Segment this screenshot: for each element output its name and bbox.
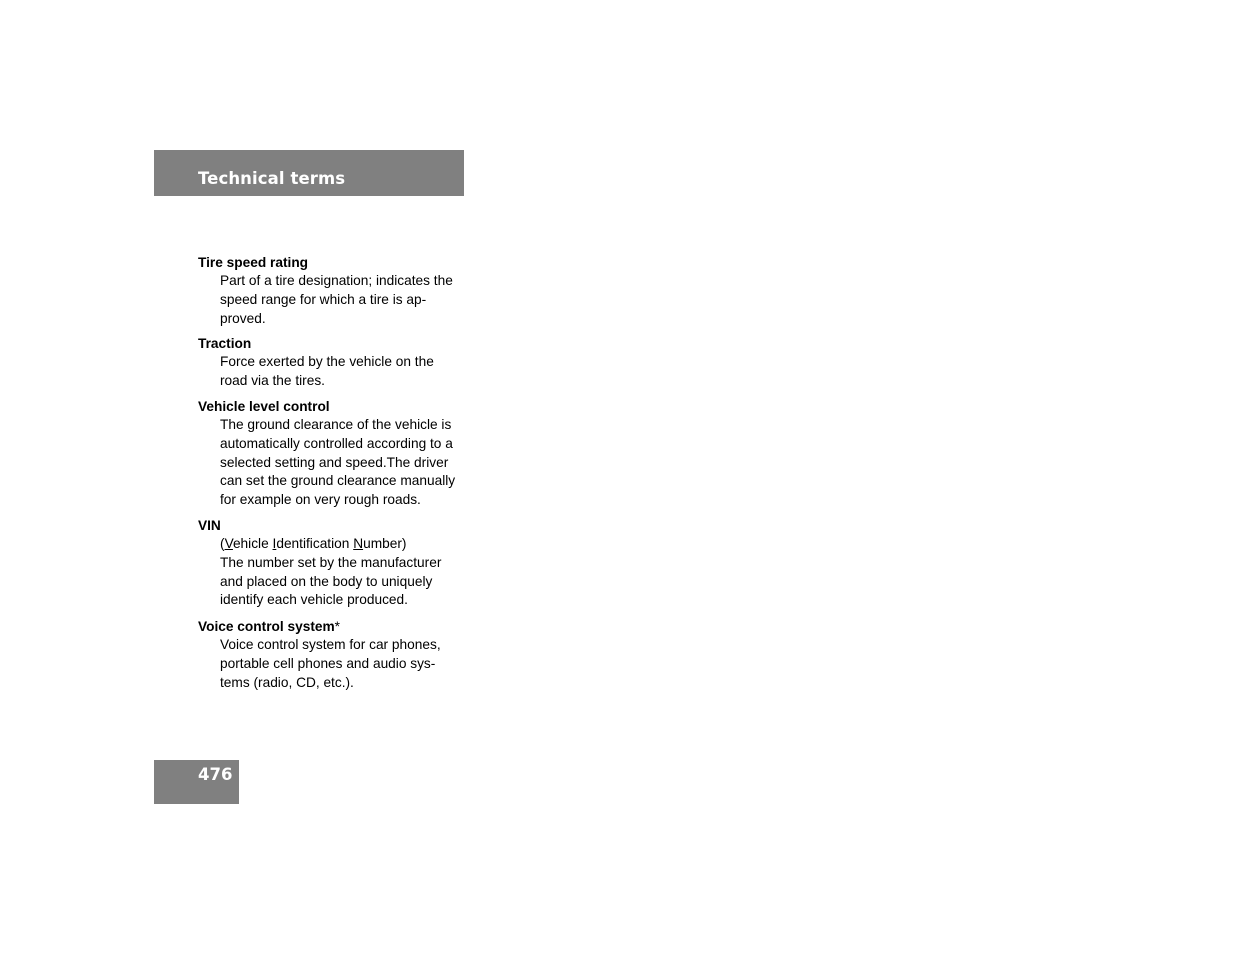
glossary-entry-voice-control-system: [198, 618, 468, 692]
definition-line: The number set by the manufacturer: [220, 554, 442, 570]
acronym-word-rest: ehicle: [232, 535, 273, 551]
paren-close: ): [401, 535, 407, 551]
glossary-definition: [220, 416, 464, 510]
section-title: Technical terms: [198, 169, 346, 188]
glossary-definition: [220, 636, 464, 692]
definition-line: The ground clearance of the vehicle is: [220, 416, 452, 432]
vin-acronym-expansion: [220, 535, 464, 554]
definition-line: Part of a tire designation; indicates the: [220, 273, 453, 288]
glossary-term: Tire speed rating: [198, 255, 309, 270]
glossary-term: Vehicle level control: [198, 398, 330, 414]
glossary-entry-traction: [198, 335, 468, 391]
glossary-definition: [220, 535, 464, 610]
page-number: 476: [198, 765, 233, 784]
acronym-word-rest: umber: [363, 535, 402, 551]
glossary-list: [198, 254, 468, 700]
optional-equipment-asterisk: *: [334, 619, 340, 635]
definition-line: selected setting and speed.The driver: [220, 454, 449, 470]
section-header-bar: [154, 150, 464, 196]
glossary-entry-vehicle-level-control: [198, 398, 468, 510]
acronym-word-rest: dentification: [276, 535, 354, 551]
definition-line: Force exerted by the vehicle on the: [220, 354, 434, 370]
glossary-term: VIN: [198, 517, 221, 533]
acronym-letter-i: I: [272, 535, 277, 551]
glossary-term: Traction: [198, 336, 252, 352]
glossary-term: [198, 618, 468, 635]
definition-line: and placed on the body to uniquely: [220, 573, 433, 589]
definition-line: proved.: [220, 310, 266, 326]
glossary-definition: [220, 353, 464, 391]
definition-line: Voice control system for car phones,: [220, 637, 441, 653]
paren-open: (: [220, 535, 225, 551]
definition-line: can set the ground clearance manually: [220, 473, 456, 489]
glossary-entry-tire-speed-rating: [198, 254, 468, 328]
acronym-letter-n: N: [353, 535, 364, 551]
glossary-term-text: Voice control system: [198, 619, 335, 635]
page-number-tab: [154, 760, 239, 804]
definition-line: for example on very rough roads.: [220, 492, 421, 508]
definition-line: speed range for which a tire is ap-: [220, 291, 427, 307]
definition-line: road via the tires.: [220, 373, 325, 389]
acronym-letter-v: V: [224, 535, 233, 551]
glossary-entry-vin: [198, 517, 468, 610]
definition-line: identify each vehicle produced.: [220, 592, 408, 608]
definition-line: tems (radio, CD, etc.).: [220, 674, 354, 690]
definition-line: automatically controlled according to a: [220, 435, 453, 451]
definition-line: portable cell phones and audio sys-: [220, 655, 436, 671]
glossary-definition: [220, 272, 464, 328]
